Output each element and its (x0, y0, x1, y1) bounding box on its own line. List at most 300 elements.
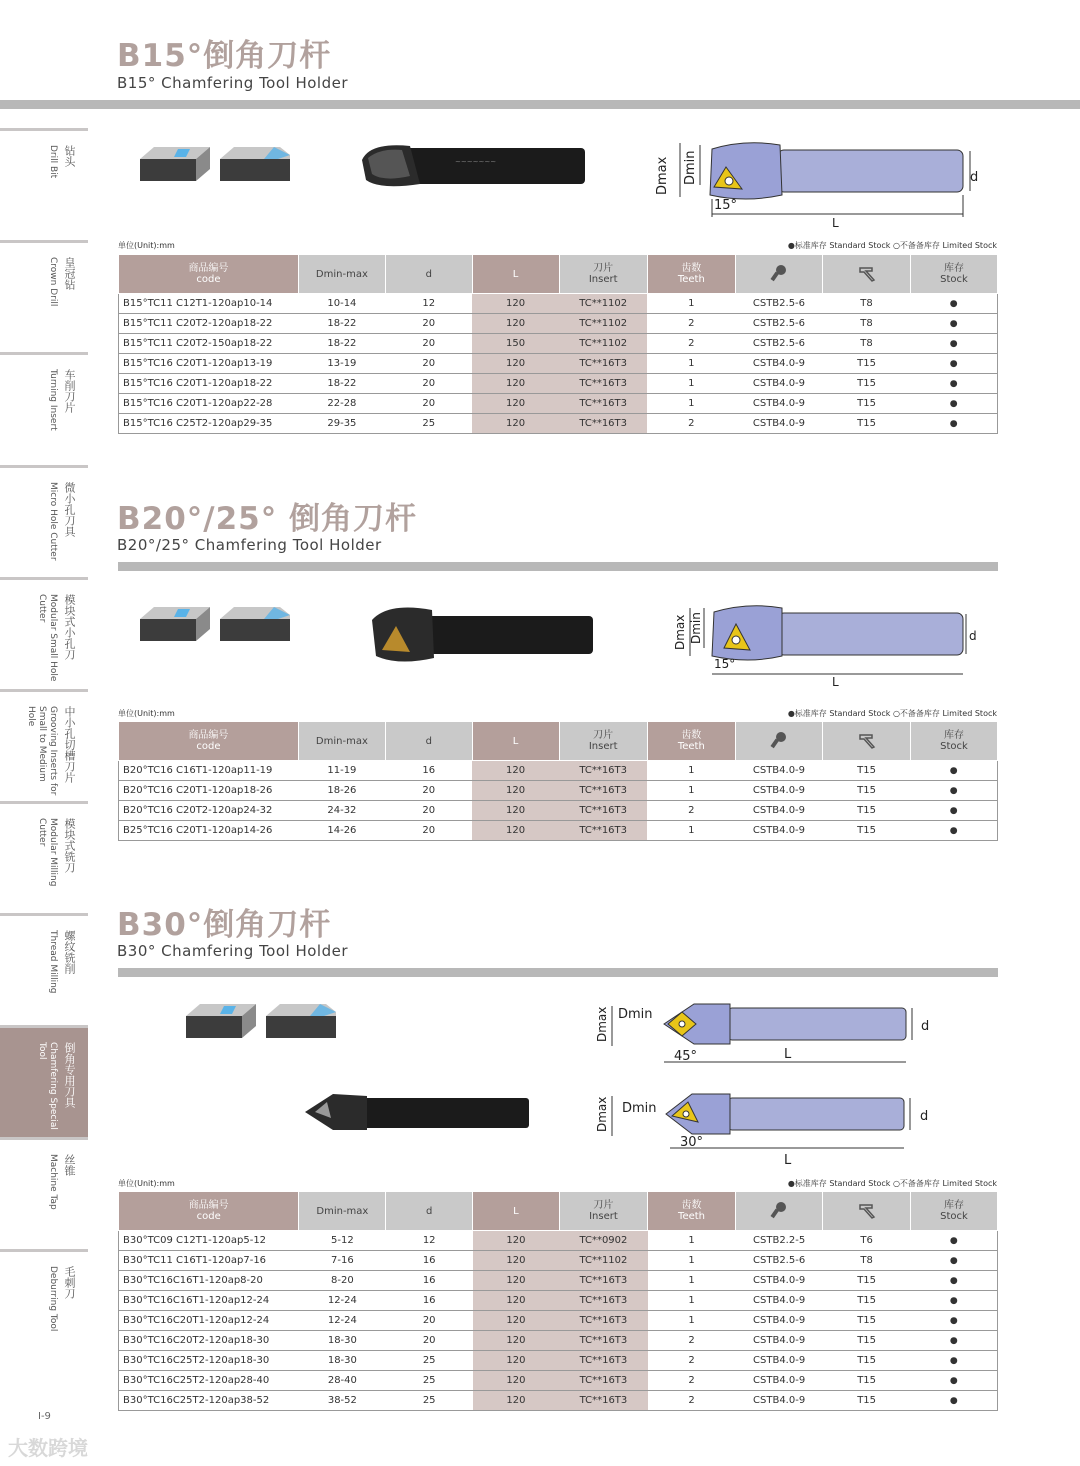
header-code-text: code (196, 741, 221, 752)
table-cell: B15°TC11 C20T2-120ap18-22 (119, 314, 299, 334)
header-l-text: L (512, 735, 519, 747)
screw-icon (770, 264, 788, 282)
table-cell: CSTB4.0-9 (735, 1271, 822, 1291)
header-l (472, 722, 559, 761)
table-cell: T8 (823, 314, 911, 334)
table-cell: 120 (473, 1371, 560, 1391)
table-cell: 12-24 (299, 1311, 386, 1331)
table-cell: TC**1102 (559, 334, 647, 354)
section2-bar (118, 562, 998, 571)
header-dminmax-text: Dmin-max (315, 735, 368, 747)
sidebar-tab-7[interactable] (0, 916, 88, 1025)
diagram-d-label: d (921, 1019, 930, 1034)
table-cell: 8-20 (299, 1271, 386, 1291)
table-row (119, 1351, 998, 1371)
table-cell: CSTB4.0-9 (735, 1291, 822, 1311)
table-cell: T15 (823, 394, 911, 414)
header-teeth-text: Teeth (677, 274, 705, 285)
sidebar-tab-0[interactable] (0, 131, 88, 240)
header-screw (735, 722, 822, 761)
header-code-text: 商品编号 (188, 263, 229, 274)
table-cell: CSTB4.0-9 (735, 781, 822, 801)
table-cell: CSTB4.0-9 (735, 1371, 822, 1391)
header-insert (559, 722, 647, 761)
header-stock (910, 255, 997, 294)
header-stock-text: 库存 (943, 1200, 964, 1211)
table-cell: 12 (386, 1231, 473, 1251)
table-cell: T15 (823, 1291, 911, 1311)
sidebar-tab-cn-label: 车削刀片 (63, 369, 76, 413)
table-cell: ● (910, 1251, 997, 1271)
table-cell: 120 (472, 374, 559, 394)
table-cell: ● (910, 761, 997, 781)
b15-dimension-diagram (650, 137, 985, 232)
table-row (119, 1331, 998, 1351)
table-cell: T6 (823, 1231, 911, 1251)
diagram-angle-label: 15° (714, 198, 738, 213)
table-cell: ● (910, 394, 997, 414)
header-teeth-text: 齿数 (681, 730, 702, 741)
table-cell: TC**16T3 (559, 374, 647, 394)
table-cell: 2 (648, 1371, 736, 1391)
table-cell: 1 (647, 781, 735, 801)
table-row (119, 1291, 998, 1311)
header-stock (910, 1192, 997, 1231)
table-cell: 18-30 (299, 1331, 386, 1351)
table-cell: 20 (385, 334, 472, 354)
table-cell: 120 (473, 1391, 560, 1411)
diagram-angle-label: 45° (674, 1049, 698, 1064)
table-cell: ● (910, 374, 997, 394)
table-cell: 2 (647, 414, 735, 434)
table-cell: 18-26 (298, 781, 385, 801)
wrench-icon (858, 1201, 876, 1219)
table-cell: 120 (472, 314, 559, 334)
header-insert-text: 刀片 (593, 263, 614, 274)
table-cell: CSTB4.0-9 (735, 1351, 822, 1371)
sidebar-tab-en-label: Modular Small Hole Cutter (37, 594, 58, 682)
table-cell: 120 (473, 1271, 560, 1291)
table-cell: 1 (647, 374, 735, 394)
section3-unit: 单位(Unit):mm (118, 1179, 175, 1188)
header-insert (559, 1192, 647, 1231)
section1-legend: ●标准库存 Standard Stock ○不备备库存 Limited Stock (787, 241, 997, 250)
table-cell: B30°TC16C20T2-120ap18-30 (119, 1331, 299, 1351)
table-cell: TC**1102 (559, 1251, 647, 1271)
header-screw (735, 1192, 822, 1231)
header-wrench (823, 255, 911, 294)
sidebar-tab-9[interactable] (0, 1140, 88, 1249)
header-l (473, 1192, 560, 1231)
section2-unit: 单位(Unit):mm (118, 709, 175, 718)
table-cell: B30°TC16C16T1-120ap8-20 (119, 1271, 299, 1291)
table-cell: TC**1102 (559, 294, 647, 314)
sidebar-tab-cn-label: 中小孔切槽刀片 (63, 706, 76, 783)
table-cell: B30°TC16C25T2-120ap18-30 (119, 1351, 299, 1371)
header-d (385, 255, 472, 294)
table-cell: 16 (385, 761, 472, 781)
diagram-dmax-label: Dmax (655, 156, 670, 195)
table-cell: 120 (472, 821, 559, 841)
header-teeth-text: 齿数 (681, 263, 702, 274)
table-cell: T15 (823, 1351, 911, 1371)
table-cell: CSTB4.0-9 (735, 801, 822, 821)
header-teeth (647, 255, 735, 294)
table-cell: B30°TC11 C16T1-120ap7-16 (119, 1251, 299, 1271)
sidebar-tab-cn-label: 模块式铣刀 (63, 818, 76, 873)
header-teeth (647, 722, 735, 761)
section3-legend: ●标准库存 Standard Stock ○不备备库存 Limited Stock (787, 1179, 997, 1188)
table-cell: 120 (473, 1311, 560, 1331)
table-cell: 150 (472, 334, 559, 354)
sidebar-tab-2[interactable] (0, 355, 88, 464)
sidebar-tab-10[interactable] (0, 1252, 88, 1361)
table-cell: 120 (472, 414, 559, 434)
table-row (119, 1371, 998, 1391)
table-cell: T15 (823, 1271, 911, 1291)
table-cell: 120 (472, 354, 559, 374)
header-code-text: 商品编号 (188, 730, 229, 741)
sidebar-tab-4[interactable] (0, 580, 88, 689)
diagram-dmin-label: Dmin (622, 1101, 657, 1116)
screw-icon (770, 1201, 788, 1219)
sidebar-tab-cn-label: 倒角专用刀具 (63, 1042, 76, 1108)
sidebar-tab-en-label: Crown Drill (48, 257, 58, 307)
table-cell: B20°TC16 C20T2-120ap24-32 (119, 801, 299, 821)
wrench-icon (858, 731, 876, 749)
table-cell: TC**16T3 (559, 781, 647, 801)
table-cell: ● (910, 334, 997, 354)
diagram-dmin-label: Dmin (683, 150, 698, 185)
table-cell: B15°TC16 C20T1-120ap22-28 (119, 394, 299, 414)
sidebar-tab-cn-label: 微小孔刀具 (63, 482, 76, 537)
table-row (119, 781, 998, 801)
sidebar-tab-8[interactable] (0, 1028, 88, 1137)
table-cell: 12-24 (299, 1291, 386, 1311)
table-cell: ● (910, 414, 997, 434)
table-cell: ● (910, 1351, 997, 1371)
section1-table (118, 254, 998, 434)
table-cell: 1 (647, 821, 735, 841)
page-number: I-9 (38, 1411, 51, 1422)
table-cell: 120 (472, 761, 559, 781)
sidebar-tab-en-label: Deburring Tool (48, 1266, 58, 1332)
header-teeth-text: Teeth (678, 1211, 706, 1222)
table-cell: 20 (385, 821, 472, 841)
table-cell: 120 (472, 394, 559, 414)
table-cell: TC**16T3 (559, 394, 647, 414)
table-cell: CSTB4.0-9 (735, 1311, 822, 1331)
table-cell: B30°TC16C25T2-120ap38-52 (119, 1391, 299, 1411)
table-cell: T15 (823, 414, 911, 434)
table-cell: B15°TC11 C20T2-150ap18-22 (119, 334, 299, 354)
table-cell: 5-12 (299, 1231, 386, 1251)
header-dminmax (298, 722, 385, 761)
table-row (119, 334, 998, 354)
table-cell: 1 (647, 354, 735, 374)
table-cell: B15°TC11 C12T1-120ap10-14 (119, 294, 299, 314)
header-stock-text: Stock (940, 1211, 968, 1222)
table-cell: 18-22 (298, 314, 385, 334)
table-cell: 1 (648, 1271, 736, 1291)
table-cell: B30°TC16C16T1-120ap12-24 (119, 1291, 299, 1311)
table-cell: T15 (823, 1391, 911, 1411)
b30-tool-photo (303, 1090, 533, 1134)
diagram-d-label: d (969, 629, 977, 643)
table-cell: TC**16T3 (559, 1271, 647, 1291)
table-cell: B15°TC16 C25T2-120ap29-35 (119, 414, 299, 434)
header-insert-text: 刀片 (593, 1200, 614, 1211)
header-dminmax (298, 255, 385, 294)
table-row (119, 1271, 998, 1291)
table-cell: 1 (648, 1311, 736, 1331)
header-stock-text: Stock (940, 274, 968, 285)
header-teeth-text: 齿数 (681, 1200, 702, 1211)
table-cell: 20 (386, 1311, 473, 1331)
section2-title: B20°/25° 倒角刀杆 (117, 501, 418, 537)
table-row (119, 314, 998, 334)
table-cell: 120 (472, 801, 559, 821)
header-code-text: code (196, 1211, 221, 1222)
table-cell: 20 (385, 394, 472, 414)
table-cell: T8 (823, 334, 911, 354)
table-cell: ● (910, 781, 997, 801)
table-cell: B30°TC16C20T1-120ap12-24 (119, 1311, 299, 1331)
table-cell: 18-22 (298, 374, 385, 394)
table-cell: 25 (386, 1371, 473, 1391)
sidebar-tab-5[interactable] (0, 692, 88, 801)
table-cell: 7-16 (299, 1251, 386, 1271)
diagram-l-label: L (784, 1153, 792, 1168)
table-cell: 120 (472, 294, 559, 314)
table-row (119, 294, 998, 314)
header-wrench (823, 722, 911, 761)
header-code-text: 商品编号 (188, 1200, 229, 1211)
header-d (386, 1192, 473, 1231)
table-cell: 16 (386, 1251, 473, 1271)
header-insert-text: Insert (589, 1211, 618, 1222)
table-cell: ● (910, 1391, 997, 1411)
sidebar-tab-3[interactable] (0, 468, 88, 577)
table-cell: ● (910, 1231, 997, 1251)
table-cell: 13-19 (298, 354, 385, 374)
table-cell: 1 (647, 394, 735, 414)
table-cell: 22-28 (298, 394, 385, 414)
header-d-text: d (425, 735, 432, 747)
sidebar-tab-cn-label: 毛刺刀 (63, 1266, 76, 1299)
table-cell: TC**16T3 (559, 1311, 647, 1331)
table-cell: 120 (472, 781, 559, 801)
table-cell: 16 (386, 1291, 473, 1311)
table-cell: 38-52 (299, 1391, 386, 1411)
table-row (119, 374, 998, 394)
table-cell: CSTB2.5-6 (735, 334, 822, 354)
table-cell: T15 (823, 374, 911, 394)
table-cell: ● (910, 1331, 997, 1351)
table-cell: CSTB4.0-9 (735, 821, 822, 841)
table-cell: 2 (647, 801, 735, 821)
table-cell: 14-26 (298, 821, 385, 841)
table-cell: 28-40 (299, 1371, 386, 1391)
section1-bar (0, 100, 1080, 109)
diagram-dmax-label: Dmax (673, 614, 687, 650)
diagram-l-label: L (784, 1047, 792, 1062)
sidebar-tab-en-label: Drill Bit (48, 145, 58, 179)
watermark: 大数跨境 (8, 1436, 88, 1460)
wrench-icon (858, 264, 876, 282)
table-cell: T8 (823, 294, 911, 314)
header-d-text: d (426, 1205, 433, 1217)
table-cell: CSTB4.0-9 (735, 761, 822, 781)
table-cell: ● (910, 1371, 997, 1391)
section1-unit: 单位(Unit):mm (118, 241, 175, 250)
table-cell: CSTB2.5-6 (735, 294, 822, 314)
sidebar-tab-6[interactable] (0, 804, 88, 913)
diagram-l-label: L (832, 675, 839, 689)
section1-title: B15°倒角刀杆 (117, 38, 332, 74)
table-cell: ● (910, 821, 997, 841)
b30-30-dimension-diagram (592, 1090, 937, 1168)
table-cell: ● (910, 801, 997, 821)
header-stock-text: Stock (940, 741, 968, 752)
table-cell: ● (910, 314, 997, 334)
table-cell: 2 (647, 314, 735, 334)
header-dminmax (299, 1192, 386, 1231)
table-cell: CSTB4.0-9 (735, 1391, 822, 1411)
table-row (119, 1391, 998, 1411)
table-cell: 120 (473, 1291, 560, 1311)
table-cell: 1 (648, 1231, 736, 1251)
header-code-text: code (196, 274, 221, 285)
sidebar-tab-1[interactable] (0, 243, 88, 352)
diagram-dmin-label: Dmin (618, 1007, 653, 1022)
section2-subtitle: B20°/25° Chamfering Tool Holder (117, 536, 382, 554)
table-cell: TC**16T3 (559, 414, 647, 434)
table-cell: 20 (385, 374, 472, 394)
screw-icon (770, 731, 788, 749)
diagram-d-label: d (970, 170, 979, 185)
sidebar-tab-cn-label: 丝锥 (63, 1154, 76, 1176)
table-cell: CSTB4.0-9 (735, 374, 822, 394)
table-cell: TC**0902 (559, 1231, 647, 1251)
section3-title: B30°倒角刀杆 (117, 907, 332, 943)
section3-bar (118, 968, 998, 977)
table-cell: TC**1102 (559, 314, 647, 334)
table-cell: CSTB4.0-9 (735, 354, 822, 374)
b20-tool-photo (368, 600, 598, 670)
table-row (119, 414, 998, 434)
table-cell: T15 (823, 801, 911, 821)
diagram-dmax-label: Dmax (595, 1096, 609, 1132)
table-row (119, 394, 998, 414)
sidebar-tab-en-label: Micro Hole Cutter (48, 482, 58, 561)
table-cell: CSTB4.0-9 (735, 414, 822, 434)
table-cell: CSTB2.5-6 (735, 314, 822, 334)
header-d-text: d (425, 268, 432, 280)
table-cell: T15 (823, 821, 911, 841)
table-cell: 20 (386, 1331, 473, 1351)
table-row (119, 1251, 998, 1271)
table-cell: 20 (385, 314, 472, 334)
section2-table (118, 721, 998, 841)
table-cell: ● (910, 1291, 997, 1311)
table-row (119, 801, 998, 821)
table-cell: 12 (385, 294, 472, 314)
sidebar-tab-cn-label: 皇冠钻 (63, 257, 76, 290)
table-cell: ● (910, 354, 997, 374)
table-cell: TC**16T3 (559, 761, 647, 781)
table-cell: CSTB4.0-9 (735, 394, 822, 414)
table-cell: TC**16T3 (559, 1291, 647, 1311)
sidebar-tab-en-label: Modular Milling Cutter (37, 818, 58, 887)
table-cell: 120 (473, 1251, 560, 1271)
table-cell: 25 (386, 1351, 473, 1371)
table-cell: 24-32 (298, 801, 385, 821)
table-cell: 2 (648, 1391, 736, 1411)
table-cell: 18-22 (298, 334, 385, 354)
section1-subtitle: B15° Chamfering Tool Holder (117, 74, 349, 92)
sidebar-tab-cn-label: 模块式小孔刀 (63, 594, 76, 660)
header-code (119, 722, 299, 761)
table-cell: T15 (823, 761, 911, 781)
header-l-text: L (513, 1205, 519, 1217)
chamfer-block-icon (138, 145, 298, 185)
table-cell: CSTB2.5-6 (735, 1251, 822, 1271)
table-cell: B30°TC09 C12T1-120ap5-12 (119, 1231, 299, 1251)
header-stock-text: 库存 (943, 730, 964, 741)
header-stock-text: 库存 (943, 263, 964, 274)
table-row (119, 821, 998, 841)
section2-legend: ●标准库存 Standard Stock ○不备备库存 Limited Stock (787, 709, 997, 718)
sidebar-tab-en-label: Thread Milling (48, 930, 58, 994)
header-teeth (648, 1192, 736, 1231)
table-cell: B25°TC16 C20T1-120ap14-26 (119, 821, 299, 841)
header-insert (559, 255, 647, 294)
table-cell: ● (910, 1311, 997, 1331)
table-cell: 2 (647, 334, 735, 354)
table-cell: 20 (385, 781, 472, 801)
section3-subtitle: B30° Chamfering Tool Holder (117, 942, 349, 960)
diagram-l-label: L (832, 216, 839, 230)
table-cell: 11-19 (298, 761, 385, 781)
table-cell: 2 (648, 1331, 736, 1351)
table-cell: ● (910, 1271, 997, 1291)
header-l (472, 255, 559, 294)
table-cell: T15 (823, 354, 911, 374)
chamfer-block-icon (138, 605, 298, 645)
table-cell: ● (910, 294, 997, 314)
table-cell: 2 (648, 1351, 736, 1371)
table-cell: 20 (385, 354, 472, 374)
table-row (119, 1231, 998, 1251)
diagram-d-label: d (920, 1109, 929, 1124)
table-cell: 10-14 (298, 294, 385, 314)
table-cell: 120 (473, 1231, 560, 1251)
sidebar-tab-cn-label: 钻头 (63, 145, 76, 167)
table-cell: B20°TC16 C16T1-120ap11-19 (119, 761, 299, 781)
table-cell: T15 (823, 1371, 911, 1391)
b30-45-dimension-diagram (592, 1000, 937, 1072)
table-cell: 1 (647, 761, 735, 781)
table-cell: 20 (385, 801, 472, 821)
sidebar-tab-en-label: Machine Tap (48, 1154, 58, 1210)
b15-tool-photo (360, 140, 590, 192)
table-cell: TC**16T3 (559, 801, 647, 821)
header-code (119, 255, 299, 294)
table-cell: 25 (386, 1391, 473, 1411)
table-cell: TC**16T3 (559, 354, 647, 374)
diagram-angle-label: 15° (714, 657, 736, 671)
